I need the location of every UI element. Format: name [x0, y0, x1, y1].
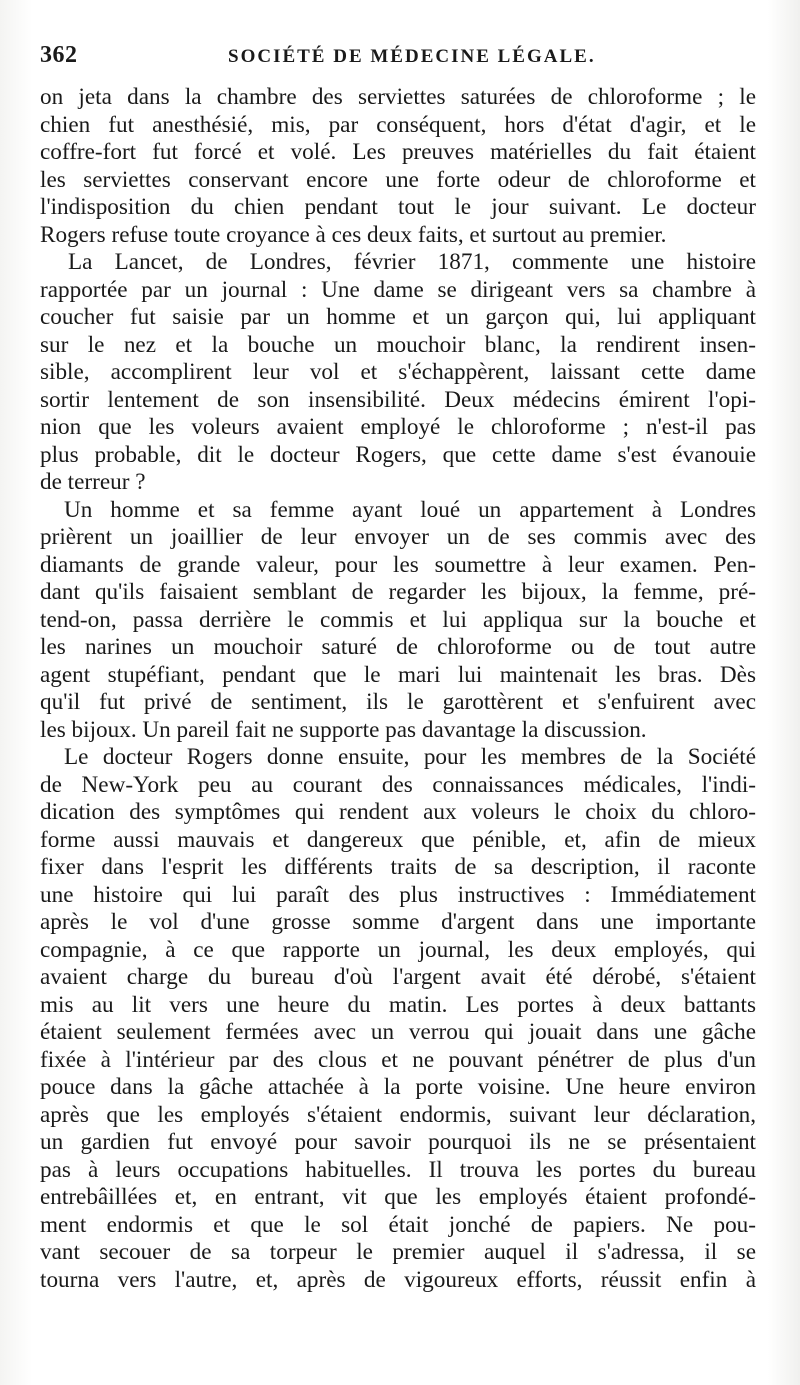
page-header [40, 38, 760, 74]
text-line: plus probable, dit le docteur Rogers, que cette dame s'est évanouie [40, 441, 756, 468]
text-line: sortir lentement de son insensibilité. Deux médecins émirent l'opi- [40, 386, 756, 413]
text-line: une histoire qui lui paraît des plus instructives : Immédiatement [40, 881, 756, 908]
text-line: ment endormis et que le sol était jonché de papiers. Ne pou- [40, 1211, 756, 1238]
text-line: coucher fut saisie par un homme et un garçon qui, lui appliquant [40, 304, 756, 330]
text-line: étaient seulement fermées avec un verrou qui jouait dans une gâche [40, 1019, 756, 1045]
text-line: un gardien fut envoyé pour savoir pourquoi ils ne se présentaient [40, 1129, 756, 1155]
text-line: nion que les voleurs avaient employé le chloroforme ; n'est-il pas [40, 414, 756, 440]
text-line: fixer dans l'esprit les différents traits de sa description, il raconte [40, 854, 756, 880]
text-line: vant secouer de sa torpeur le premier auquel il s'adressa, il se [40, 1239, 756, 1265]
text-line: entrebâillées et, en entrant, vit que les employés étaient profondé- [40, 1184, 756, 1210]
text-line: pas à leurs occupations habituelles. Il trouva les portes du bureau [40, 1156, 756, 1183]
text-line: les serviettes conservant encore une forte odeur de chloroforme et [40, 166, 756, 193]
text-line: on jeta dans la chambre des serviettes saturées de chloroforme ; le [40, 84, 756, 110]
text-line: avaient charge du bureau d'où l'argent avait été dérobé, s'étaient [40, 964, 756, 990]
text-line: dication des symptômes qui rendent aux voleurs le choix du chloro- [40, 799, 756, 825]
text-line: dant qu'ils faisaient semblant de regarder les bijoux, la femme, pré- [40, 579, 756, 605]
text-line: tend-on, passa derrière le commis et lui appliqua sur la bouche et [40, 606, 756, 633]
text-line: sible, accomplirent leur vol et s'échappèrent, laissant cette dame [40, 359, 756, 385]
text-line: fixée à l'intérieur par des clous et ne pouvant pénétrer de plus d'un [40, 1046, 756, 1073]
text-line: agent stupéfiant, pendant que le mari lui maintenait les bras. Dès [40, 661, 756, 688]
text-line: après que les employés s'étaient endormis, suivant leur déclaration, [40, 1101, 756, 1128]
text-line: diamants de grande valeur, pour les soumettre à leur examen. Pen- [40, 551, 756, 578]
text-line: les narines un mouchoir saturé de chloroforme ou de tout autre [40, 634, 756, 660]
text-line: tourna vers l'autre, et, après de vigoureux efforts, réussit enfin à [40, 1266, 756, 1293]
page-number: 362 [40, 42, 78, 68]
text-line: prièrent un joaillier de leur envoyer un de ses commis avec des [40, 524, 756, 550]
text-line: les bijoux. Un pareil fait ne supporte pas davantage la discussion. [40, 716, 647, 743]
text-line: Un homme et sa femme ayant loué un appartement à Londres [64, 496, 756, 523]
text-line: après le vol d'une grosse somme d'argent dans une importante [40, 909, 756, 935]
text-line: Le docteur Rogers donne ensuite, pour les membres de la Société [64, 744, 756, 770]
text-line: mis au lit vers une heure du matin. Les portes à deux battants [40, 991, 756, 1018]
text-line: coffre-fort fut forcé et volé. Les preuves matérielles du fait étaient [40, 139, 756, 165]
text-line: chien fut anesthésié, mis, par conséquent, hors d'état d'agir, et le [40, 111, 756, 138]
text-line: pouce dans la gâche attachée à la porte voisine. Une heure environ [40, 1074, 756, 1100]
text-line: compagnie, à ce que rapporte un journal, les deux employés, qui [40, 936, 756, 963]
text-line: La Lancet, de Londres, février 1871, commente une histoire [68, 249, 756, 275]
text-line: Rogers refuse toute croyance à ces deux faits, et surtout au premier. [40, 221, 667, 248]
text-line: forme aussi mauvais et dangereux que pénible, et, afin de mieux [40, 826, 756, 853]
text-line: l'indisposition du chien pendant tout le jour suivant. Le docteur [40, 194, 756, 220]
text-line: qu'il fut privé de sentiment, ils le garottèrent et s'enfuirent avec [40, 689, 756, 715]
text-line: de terreur ? [40, 469, 146, 495]
text-line: sur le nez et la bouche un mouchoir blanc, la rendirent insen- [40, 331, 756, 358]
body-text [40, 84, 756, 1294]
text-line: de New-York peu au courant des connaissances médicales, l'indi- [40, 771, 756, 798]
running-title: SOCIÉTÉ DE MÉDECINE LÉGALE. [228, 46, 596, 67]
text-line: rapportée par un journal : Une dame se dirigeant vers sa chambre à [40, 276, 756, 303]
